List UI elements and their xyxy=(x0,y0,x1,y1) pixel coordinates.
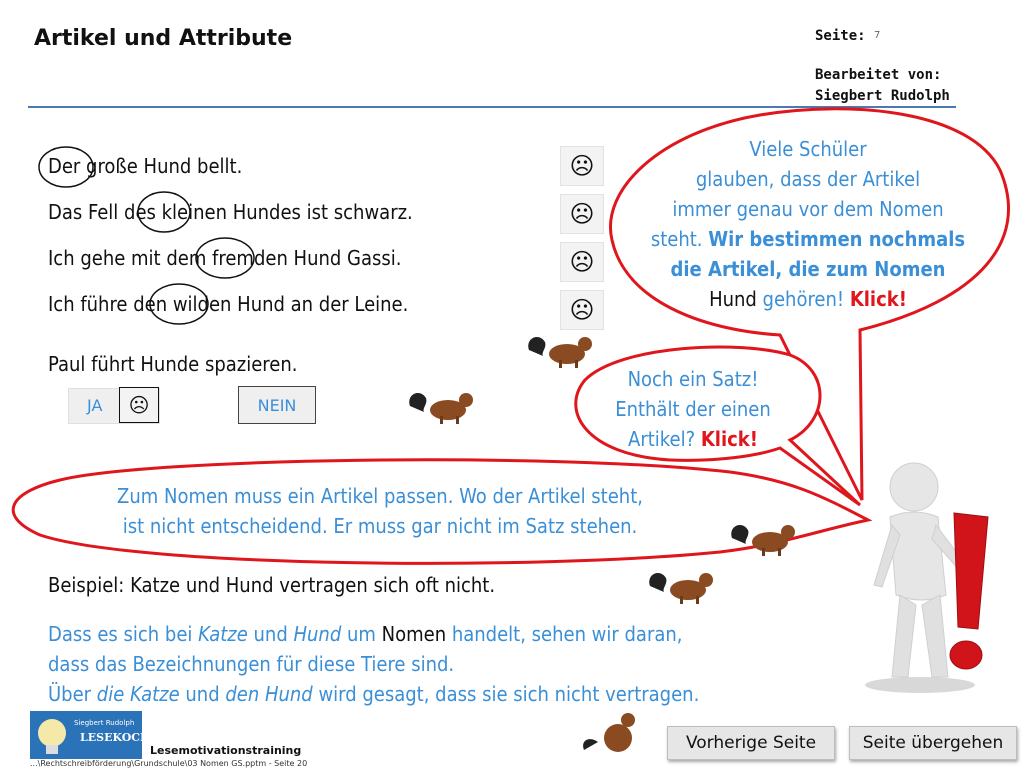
yes-frown-box xyxy=(119,387,159,423)
example-sentence: Beispiel: Katze und Hund vertragen sich oft nicht. xyxy=(48,573,496,597)
article-word: Der xyxy=(48,154,81,178)
bubble-top-text xyxy=(612,134,1004,314)
squirrel-icon xyxy=(580,710,652,756)
bubble-line: Enthält der einen xyxy=(615,397,771,421)
text-part: und xyxy=(247,622,294,646)
bubble-text-part: gehören! xyxy=(756,287,850,311)
no-answer-button[interactable] xyxy=(238,386,316,424)
frown-icon: ☹ xyxy=(128,393,150,417)
app-name: Lesemotivationstraining xyxy=(150,744,302,757)
bubble-text-part: Artikel? xyxy=(628,427,701,451)
sentence-3 xyxy=(48,246,401,270)
explanation-line xyxy=(48,679,699,709)
bubble-line: Zum Nomen muss ein Artikel passen. Wo der Artikel steht, xyxy=(117,484,643,508)
sentence-1 xyxy=(48,154,242,178)
article-word: den xyxy=(133,292,168,316)
sentence-text: Ich gehe mit xyxy=(48,246,167,270)
sentence-text: Ich führe xyxy=(48,292,134,316)
frown-button-3[interactable] xyxy=(560,242,604,282)
sentence-text: kleinen Hundes ist schwarz. xyxy=(155,200,413,224)
sentence-4 xyxy=(48,292,408,316)
bubble-line: Noch ein Satz! xyxy=(627,367,759,391)
explanation-line: dass das Bezeichnungen für diese Tiere sind. xyxy=(48,652,455,676)
squirrel-icon xyxy=(525,330,597,370)
bubble-line: ist nicht entscheidend. Er muss gar nicht im Satz stehen. xyxy=(122,514,638,538)
bubble-text-part: steht. xyxy=(650,227,709,251)
sentence-text: große Hund bellt. xyxy=(80,154,243,178)
lightbulb-icon xyxy=(32,715,72,757)
skip-page-button[interactable]: Seite übergehen xyxy=(849,726,1017,760)
bubble-line xyxy=(612,284,1004,314)
sentence-text: fremden Hund Gassi. xyxy=(206,246,402,270)
bubble-noun: Hund xyxy=(709,287,757,311)
frown-icon: ☹ xyxy=(569,248,595,276)
yes-label: JA xyxy=(87,396,103,415)
text-italic: den Hund xyxy=(225,682,313,706)
text-part: um xyxy=(341,622,382,646)
text-part: handelt, sehen wir daran, xyxy=(446,622,683,646)
bubble-line xyxy=(578,424,808,454)
frown-icon: ☹ xyxy=(569,152,595,180)
text-part: Über xyxy=(48,682,97,706)
page-label: Seite: xyxy=(815,28,866,44)
text-noun: Nomen xyxy=(381,622,447,646)
frown-icon: ☹ xyxy=(569,296,595,324)
squirrel-icon xyxy=(646,566,718,606)
squirrel-icon xyxy=(406,386,478,426)
lesekoch-logo xyxy=(30,711,151,759)
explanation-line xyxy=(48,619,699,649)
text-part: Dass es sich bei xyxy=(48,622,199,646)
logo-author: Siegbert Rudolph xyxy=(74,719,135,727)
bubble-wide-text xyxy=(30,481,730,541)
klick-link-top[interactable]: Klick! xyxy=(849,287,907,311)
question-sentence: Paul führt Hunde spazieren. xyxy=(48,352,298,376)
squirrel-icon xyxy=(728,518,800,558)
text-italic: die Katze xyxy=(96,682,180,706)
bubble-middle-text xyxy=(578,364,808,454)
previous-page-button[interactable]: Vorherige Seite xyxy=(667,726,835,760)
klick-link-middle[interactable]: Klick! xyxy=(700,427,758,451)
sentence-text: wilden Hund an der Leine. xyxy=(167,292,409,316)
editor-name: Siegbert Rudolph xyxy=(815,88,950,104)
text-part: und xyxy=(179,682,226,706)
frown-button-1[interactable] xyxy=(560,146,604,186)
logo-brand: LESEKOCH xyxy=(80,731,151,744)
article-word: dem xyxy=(166,246,207,270)
bubble-line: immer genau vor dem Nomen xyxy=(672,197,944,221)
sentence-2 xyxy=(48,200,413,224)
explanation-text xyxy=(48,619,699,709)
sentence-text: Das Fell xyxy=(48,200,125,224)
frown-button-2[interactable] xyxy=(560,194,604,234)
yes-answer-box[interactable] xyxy=(68,388,160,424)
file-path: ...\Rechtschreibförderung\Grundschule\03 Nomen GS.pptm - Seite 20 xyxy=(30,759,308,768)
text-italic: Hund xyxy=(293,622,342,646)
bubble-line: die Artikel, die zum Nomen xyxy=(670,257,946,281)
figure-exclamation-icon xyxy=(862,455,1002,695)
article-word: des xyxy=(124,200,156,224)
text-italic: Katze xyxy=(198,622,248,646)
bubble-line: Viele Schüler xyxy=(749,137,867,161)
no-label: NEIN xyxy=(257,395,297,415)
text-part: wird gesagt, dass sie sich nicht vertragen. xyxy=(312,682,700,706)
bubble-text-bold: Wir bestimmen nochmals xyxy=(708,227,966,251)
edited-label: Bearbeitet von: xyxy=(815,67,942,83)
page-number: 7 xyxy=(874,30,881,41)
bubble-line xyxy=(612,224,1004,254)
frown-icon: ☹ xyxy=(569,200,595,228)
bubble-line: glauben, dass der Artikel xyxy=(695,167,921,191)
frown-button-4[interactable] xyxy=(560,290,604,330)
page-title: Artikel und Attribute xyxy=(34,26,293,51)
